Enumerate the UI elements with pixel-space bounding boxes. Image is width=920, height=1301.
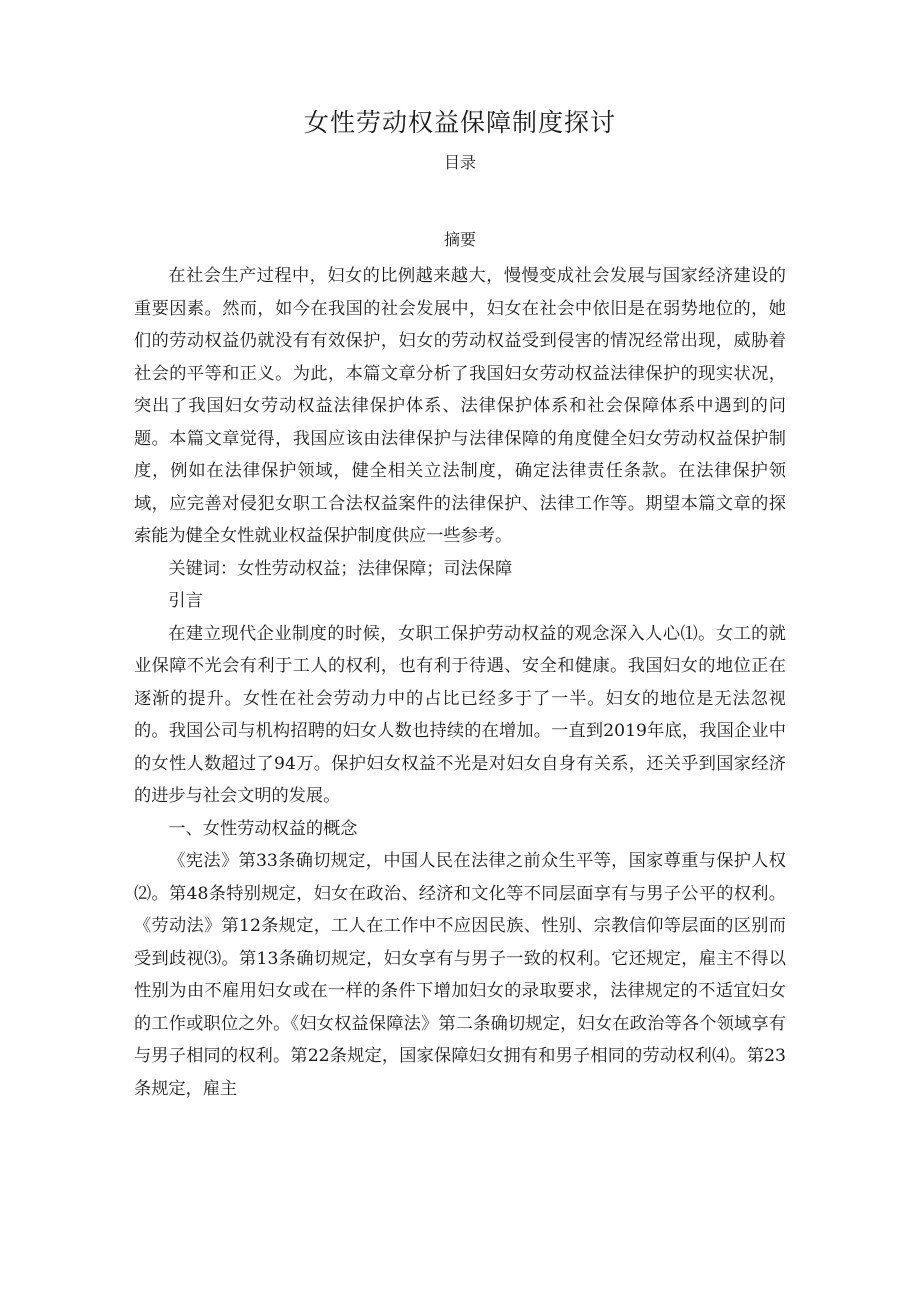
abstract-paragraph: 在社会生产过程中，妇女的比例越来越大，慢慢变成社会发展与国家经济建设的重要因素。然而，如今在我国的社会发展中，妇女在社会中依旧是在弱势地位的，她们的劳动权益仍就没有有效保护，妇女的劳动权益受到侵害的情况经常出现，威胁着社会的平等和正义。为此，本篇文章分析了我国妇女劳动权益法律保护的现实状况，突出了我国妇女劳动权益法律保护体系、法律保护体系和社会保障体系中遇到的问题。本篇文章觉得，我国应该由法律保护与法律保障的角度健全妇女劳动权益保护制度，例如在法律保护领域，健全相关立法制度，确定法律责任条款。在法律保护领域，应完善对侵犯女职工合法权益案件的法律保护、法律工作等。期望本篇文章的探索能为健全女性就业权益保护制度供应一些参考。 bbox=[134, 266, 786, 546]
concept-paragraph: 《宪法》第33条确切规定，中国人民在法律之前众生平等，国家尊重与保护人权⑵。第48条特别规定，妇女在政治、经济和文化等不同层面享有与男子公平的权利。《劳动法》第12条规定，工人在工作中不应因民族、性别、宗教信仰等层面的区别而受到歧视⑶。第13条确切规定，妇女享有与男子一致的权利。它还规定，雇主不得以性别为由不雇用妇女或在一样的条件下增加妇女的录取要求，法律规定的不适宜妇女的工作或职位之外。《妇女权益保障法》第二条确切规定，妇女在政治等各个领域享有与男子相同的权利。第22条规定，国家保障妇女拥有和男子相同的劳动权利⑷。第23条规定，雇主 bbox=[134, 851, 786, 1099]
toc-label: 目录 bbox=[443, 153, 476, 172]
section-heading-concept: 一、女性劳动权益的概念 bbox=[168, 818, 358, 839]
document-body bbox=[134, 260, 786, 1105]
abstract-heading: 摘要 bbox=[443, 230, 476, 249]
keywords-line: 关键词：女性劳动权益；法律保障；司法保障 bbox=[168, 558, 513, 579]
introduction-paragraph: 在建立现代企业制度的时候，女职工保护劳动权益的观念深入人心⑴。女工的就业保障不光会有利于工人的权利，也有利于待遇、安全和健康。我国妇女的地位正在逐渐的提升。女性在社会劳动力中的占比已经多于了一半。妇女的地位是无法忽视的。我国公司与机构招聘的妇女人数也持续的在增加。一直到2019年底，我国企业中的女性人数超过了94万。保护妇女权益不光是对妇女自身有关系，还关乎到国家经济的进步与社会文明的发展。 bbox=[134, 623, 786, 806]
section-heading-introduction: 引言 bbox=[168, 591, 203, 611]
document-title: 女性劳动权益保障制度探讨 bbox=[303, 108, 616, 137]
